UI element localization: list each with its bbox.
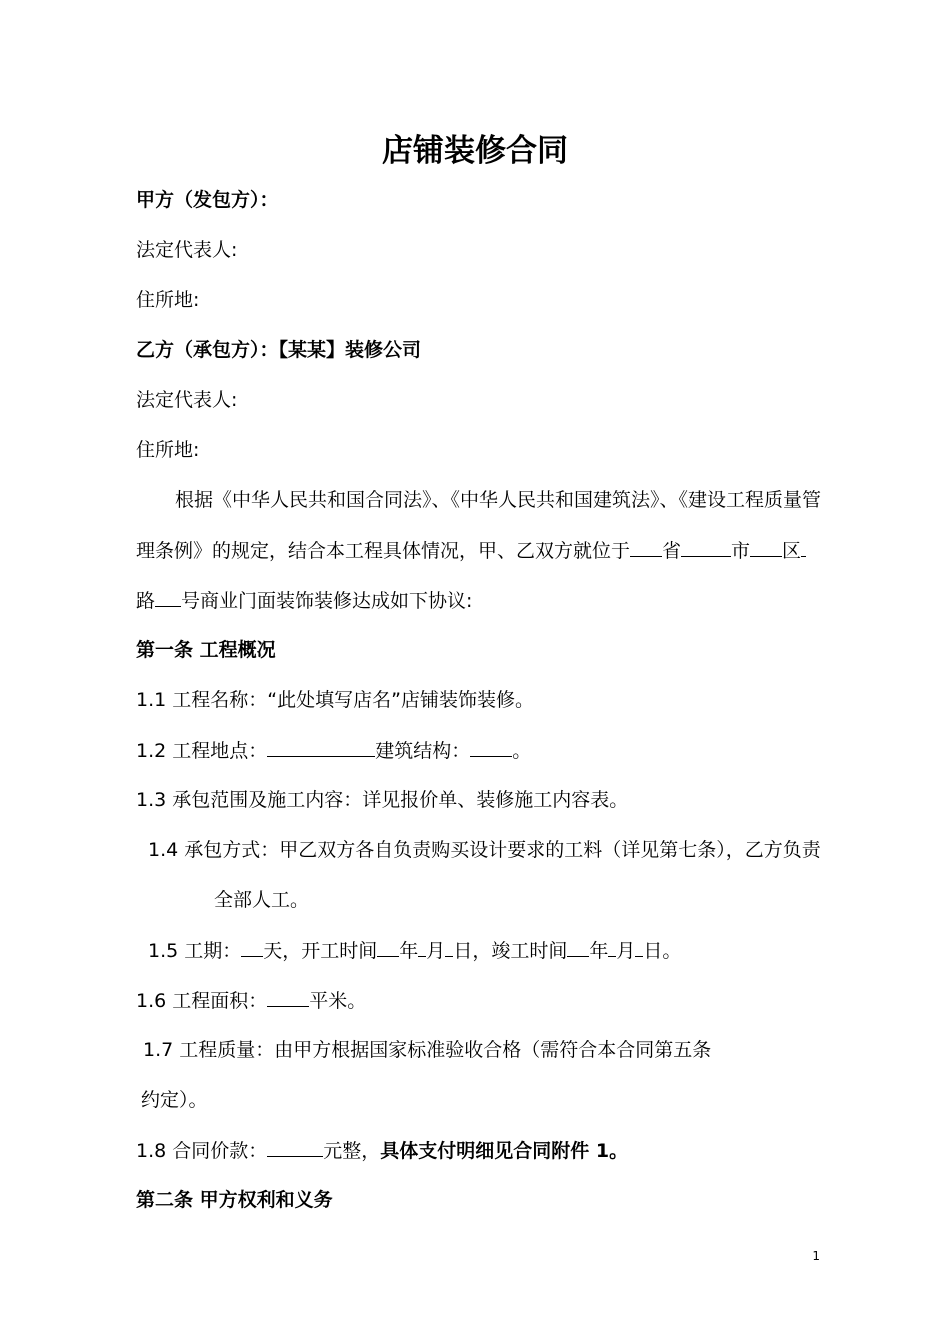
- item-text: 天，开工时间: [263, 940, 378, 962]
- party-b-address: 住所地:: [136, 439, 200, 461]
- item-1-4-line-2: 全部人工。: [214, 889, 310, 911]
- price-blank: [267, 1136, 323, 1157]
- page-number: 1: [812, 1249, 820, 1263]
- party-b-heading: 乙方（承包方）：【某某】装修公司: [136, 339, 422, 361]
- number-blank: [155, 586, 181, 607]
- item-text: 建筑结构：: [375, 740, 471, 762]
- preamble-line-1: 根据《中华人民共和国合同法》、《中华人民共和国建筑法》、《建设工程质量管: [175, 489, 822, 511]
- item-text: 年: [589, 940, 609, 962]
- item-text: 月: [616, 940, 636, 962]
- item-1-3: 1.3 承包范围及施工内容：详见报价单、装修施工内容表。: [136, 789, 629, 811]
- district-blank: [750, 536, 782, 557]
- item-text: 平米。: [309, 990, 367, 1012]
- preamble-text: 理条例》的规定，结合本工程具体情况，甲、乙双方就位于: [136, 540, 631, 562]
- party-a-legal-rep: 法定代表人:: [136, 239, 238, 261]
- item-1-8: [136, 1136, 628, 1164]
- item-text: 1.8 合同价款：: [136, 1140, 268, 1162]
- road-blank: [801, 536, 806, 557]
- article-1-heading: 第一条 工程概况: [136, 639, 276, 661]
- preamble-line-2: [136, 536, 806, 564]
- party-b-legal-rep: 法定代表人:: [136, 389, 238, 411]
- item-text: 1.2 工程地点：: [136, 740, 268, 762]
- item-1-6: [136, 986, 366, 1014]
- party-a-address: 住所地:: [136, 289, 200, 311]
- start-year-blank: [377, 936, 399, 957]
- item-1-7-line-1: 1.7 工程质量：由甲方根据国家标准验收合格（需符合本合同第五条: [143, 1039, 712, 1061]
- item-1-5: [148, 936, 681, 964]
- item-1-7-line-2: 约定）。: [141, 1089, 208, 1111]
- province-blank: [630, 536, 662, 557]
- article-2-heading: 第二条 甲方权利和义务: [136, 1189, 333, 1211]
- item-text: 月: [426, 940, 446, 962]
- item-1-1: 1.1 工程名称：“此处填写店名”店铺装饰装修。: [136, 689, 534, 711]
- item-text: 1.5 工期：: [148, 940, 242, 962]
- item-1-2: [136, 736, 531, 764]
- item-text: 元整，: [323, 1140, 381, 1162]
- city-blank: [681, 536, 731, 557]
- payment-note: 具体支付明细见合同附件 1。: [380, 1140, 629, 1162]
- end-year-blank: [567, 936, 589, 957]
- city-label: 市: [731, 540, 751, 562]
- province-label: 省: [662, 540, 682, 562]
- item-text: 。: [512, 740, 532, 762]
- preamble-text: 号商业门面装饰装修达成如下协议:: [181, 590, 473, 612]
- road-label: 路: [136, 590, 156, 612]
- item-text: 日，竣工时间: [453, 940, 568, 962]
- item-text: 日。: [643, 940, 682, 962]
- structure-blank: [470, 736, 512, 757]
- item-text: 1.6 工程面积：: [136, 990, 268, 1012]
- district-label: 区: [782, 540, 802, 562]
- days-blank: [241, 936, 263, 957]
- item-text: 年: [399, 940, 419, 962]
- preamble-line-3: [136, 586, 472, 614]
- party-a-heading: 甲方（发包方）：: [136, 189, 279, 211]
- location-blank: [267, 736, 375, 757]
- area-blank: [267, 986, 309, 1007]
- item-1-4-line-1: 1.4 承包方式：甲乙双方各自负责购买设计要求的工料（详见第七条），乙方负责: [148, 839, 821, 861]
- document-title: 店铺装修合同: [382, 133, 568, 169]
